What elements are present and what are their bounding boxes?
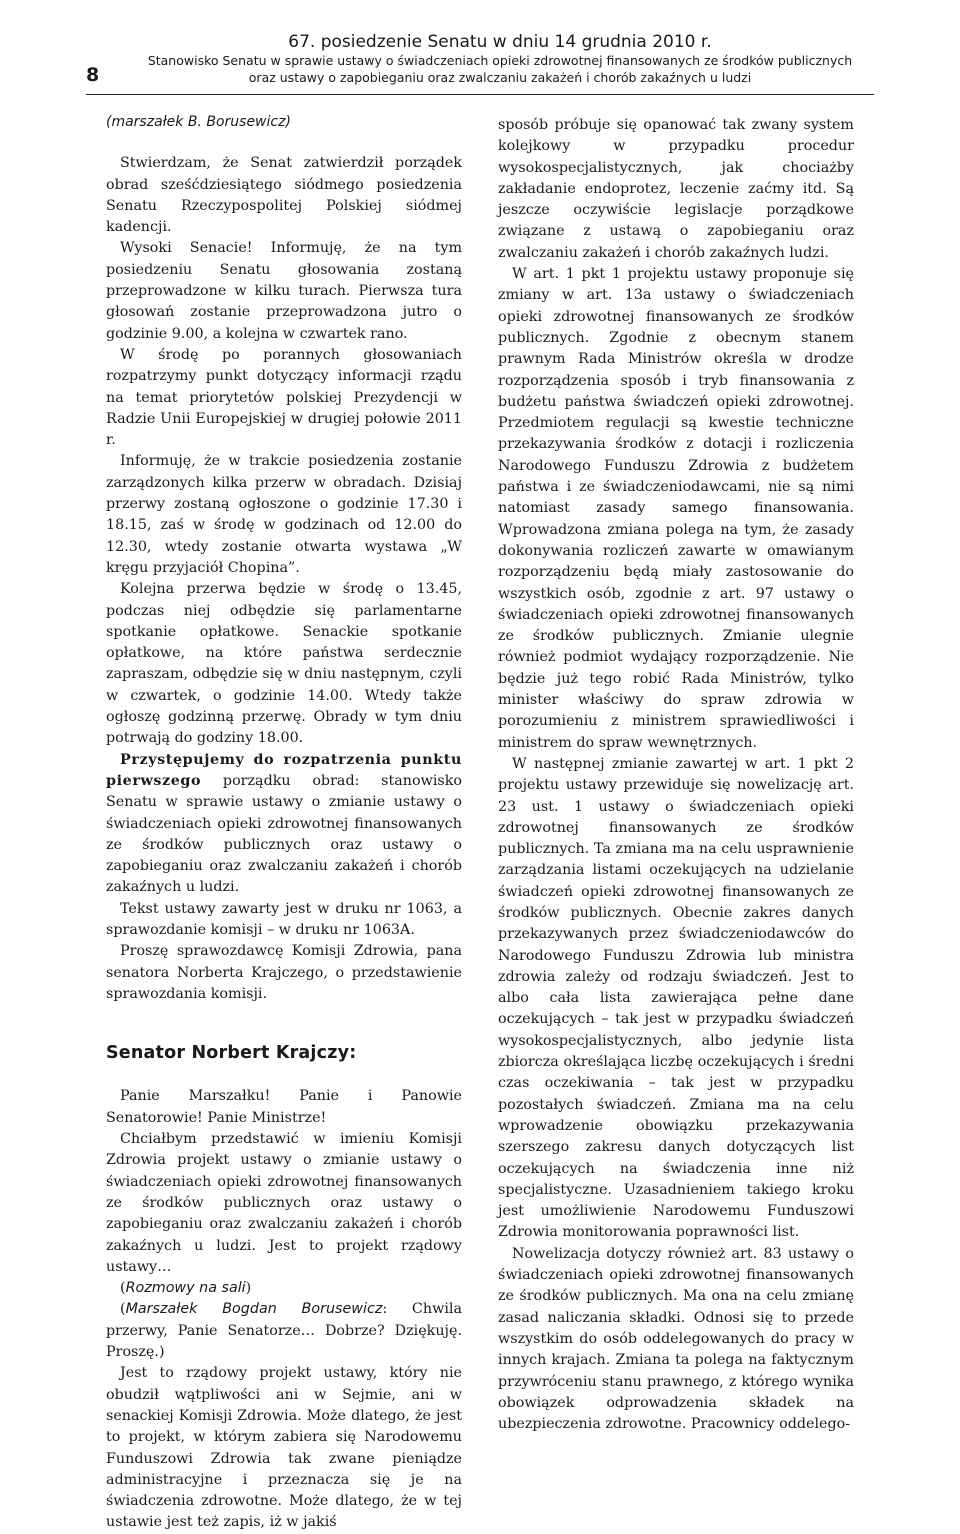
paragraph: W następnej zmianie zawartej w art. 1 pkt 2 projektu ustawy przewiduje się nowelizację art. 23 ust. 1 ustawy o świadczeniach opieki zdrowotnej finansowanych ze środków publicznych. Ta zmiana ma na celu usprawnienie zarządzania listami oczekujących na udzielanie świadczeń opieki zdrowotnej finansowanych ze środków publicznych. Obecnie zakres danych przekazywanych przez świadczeniodawców do Narodowego Funduszu Zdrowia lub ministra zdrowia zależy od rodzaju świadczeń. Jest to albo cała lista zawierająca pełne dane oczekujących – tak jest w przypadku świadczeń wysokospecjalistycznych, albo jedynie lista zbiorcza określająca liczbę oczekujących i średni czas oczekiwania – tak jest w przypadku pozostałych świadczeń. Zmiana ma na celu wprowadzenie obowiązku przekazywania szerszego zakresu danych dotyczących list oczekujących na świadczenia inne niż specjalistyczne. Uzasadnieniem takiego kroku jest umożliwienie Narodowemu Funduszowi Zdrowia monitorowania poprawności list.: [498, 755, 854, 1241]
interjection-text: : Chwila przerwy, Panie Senatorze… Dobrze? Dziękuję. Proszę.: [106, 1301, 462, 1361]
header-subtitle-line-2: oraz ustawy o zapobieganiu oraz zwalczaniu zakażeń i chorób zakaźnych u ludzi: [248, 70, 752, 85]
stage-direction: (Rozmowy na sali): [120, 1280, 252, 1297]
paragraph: Chciałbym przedstawić w imieniu Komisji Zdrowia projekt ustawy o zmianie ustawy o świadczeniach opieki zdrowotnej finansowanych ze środków publicznych oraz ustawy o zapobieganiu oraz zwalczaniu zakażeń i chorób zakaźnych u ludzi. Jest to projekt rządowy ustawy…: [106, 1131, 462, 1275]
paragraph: Proszę sprawozdawcę Komisji Zdrowia, pana senatora Norberta Krajczego, o przedstawienie sprawozdania komisji.: [106, 943, 462, 1002]
interjection-speaker: Marszałek Bogdan Borusewicz: [125, 1301, 383, 1318]
paragraph: [106, 750, 462, 899]
header-subtitle-line-1: Stanowisko Senatu w sprawie ustawy o świadczeniach opieki zdrowotnej finansowanych ze środków publicznych: [147, 53, 853, 68]
left-column: [106, 112, 462, 1531]
paragraph: Wysoki Senacie! Informuję, że na tym posiedzeniu Senatu głosowania zostaną przeprowadzone w kilku turach. Pierwsza tura głosowań zostanie przeprowadzona jutro o godzinie 9.00, a kolejna w czwartek rano.: [106, 240, 462, 342]
right-column: [498, 115, 854, 1433]
page-number: 8: [86, 64, 100, 86]
header-divider: [86, 94, 874, 95]
paragraph: W środę po porannych głosowaniach rozpatrzymy punkt dotyczący informacji rządu na temat priorytetów polskiej Prezydencji w Radzie Unii Europejskiej w drugiej połowie 2011 r.: [106, 346, 462, 449]
paragraph: Informuję, że w trakcie posiedzenia zostanie zarządzonych kilka przerw w obradach. Dzisiaj przerwy zostaną ogłoszone o godzinie 17.30 i 18.15, zaś w środę w godzinach od 12.00 do 12.30, wtedy zostanie otwarta wystawa „W kręgu przyjaciół Chopina”.: [106, 453, 462, 576]
paragraph: Jest to rządowy projekt ustawy, który nie obudził wątpliwości ani w Sejmie, ani w senackiej Komisji Zdrowia. Może dlatego, że jest to projekt, w którym zabiera się Narodowemu Funduszowi Zdrowia tak zwane pieniądze administracyjne i przeznacza się je na świadczenia zdrowotne. Może dlatego, że w tej ustawie jest też zapis, iż w jakiś: [106, 1365, 462, 1531]
paragraph: W art. 1 pkt 1 projektu ustawy proponuje się zmiany w art. 13a ustawy o świadczeniach opieki zdrowotnej finansowanych ze środków publicznych. Zgodnie z obecnym stanem prawnym Rada Ministrów określa w drodze rozporządzenia sposób i tryb finansowania z budżetu państwa świadczeń opieki zdrowotnej. Przedmiotem regulacji są kwestie techniczne przekazywania środków z dotacji i rozliczenia Narodowego Funduszu Zdrowia z budżetem państwa i ze świadczeniodawcami, nie są nimi natomiast zasady samego finansowania. Wprowadzona zmiana polega na tym, że zasady dokonywania rozliczeń zawarte w omawianym rozporządzeniu będą miały zastosowanie do wszystkich osób, zgodnie z art. 97 ustawy o świadczeniach opieki zdrowotnej finansowanych ze środków publicznych. Zmianie ulegnie również podmiot wydający rozporządzenie. Nie będzie już tego robić Rada Ministrów, tylko minister właściwy do spraw zdrowia w porozumieniu z ministrem sprawiedliwości i ministrem do spraw wewnętrznych.: [498, 266, 854, 751]
interjection: (Marszałek Bogdan Borusewicz: Chwila przerwy, Panie Senatorze… Dobrze? Dziękuję. Proszę.): [106, 1301, 462, 1361]
speaker-heading: Senator Norbert Krajczy:: [106, 1043, 357, 1064]
paragraph-text: porządku obrad: stanowisko Senatu w sprawie ustawy o zmianie ustawy o świadczeniach opieki zdrowotnej finansowanych ze środków publicznych oraz ustawy o zapobieganiu oraz zwalczaniu zakażeń i chorób zakaźnych u ludzi.: [106, 772, 462, 896]
agenda-item-lead: Przystępujemy do rozpatrzenia punktu pierwszego: [106, 751, 462, 789]
paragraph: Tekst ustawy zawarty jest w druku nr 1063, a sprawozdanie komisji – w druku nr 1063A.: [106, 900, 462, 938]
paragraph: Nowelizacja dotyczy również art. 83 ustawy o świadczeniach opieki zdrowotnej finansowanych ze środków publicznych. Ma ona na celu zmianę zasad naliczania składki. Odnosi się to przede wszystkim do osób oddelegowanych do pracy w innych krajach. Zmiana ta polega na faktycznym przywróceniu stanu prawnego, z którego wynika obowiązek odprowadzenia składek na ubezpieczenia zdrowotne. Pracownicy oddelego-: [498, 1245, 854, 1433]
paragraph: Panie Marszałku! Panie i Panowie Senatorowie! Panie Ministrze!: [106, 1088, 462, 1126]
paragraph: sposób próbuje się opanować tak zwany system kolejkowy w przypadku procedur wysokospecjalistycznych, jak chociażby zakładanie endoprotez, leczenie zaćmy itd. Są jeszcze oczywiście legislacje porządkowe związane z ustawą o zapobieganiu oraz zwalczaniu zakażeń i chorób zakaźnych ludzi.: [498, 117, 854, 261]
running-header: [120, 32, 880, 86]
speaker-note: (marszałek B. Borusewicz): [106, 114, 291, 130]
page-header: [0, 0, 960, 100]
stage-direction-text: Rozmowy na sali: [125, 1280, 246, 1297]
session-title: 67. posiedzenie Senatu w dniu 14 grudnia 2010 r.: [288, 32, 712, 52]
paragraph: Stwierdzam, że Senat zatwierdził porządek obrad sześćdziesiątego siódmego posiedzenia Senatu Rzeczypospolitej Polskiej siódmej kadencji.: [106, 155, 462, 236]
paragraph: Kolejna przerwa będzie w środę o 13.45, podczas niej odbędzie się parlamentarne spotkanie opłatkowe. Senackie spotkanie opłatkowe, na które państwa serdecznie zapraszam, odbędzie się w dniu następnym, czyli w czwartek, o godzinie 14.00. Wtedy także ogłoszę godzinną przerwę. Obrady w tym dniu potrwają do godziny 18.00.: [106, 581, 462, 747]
